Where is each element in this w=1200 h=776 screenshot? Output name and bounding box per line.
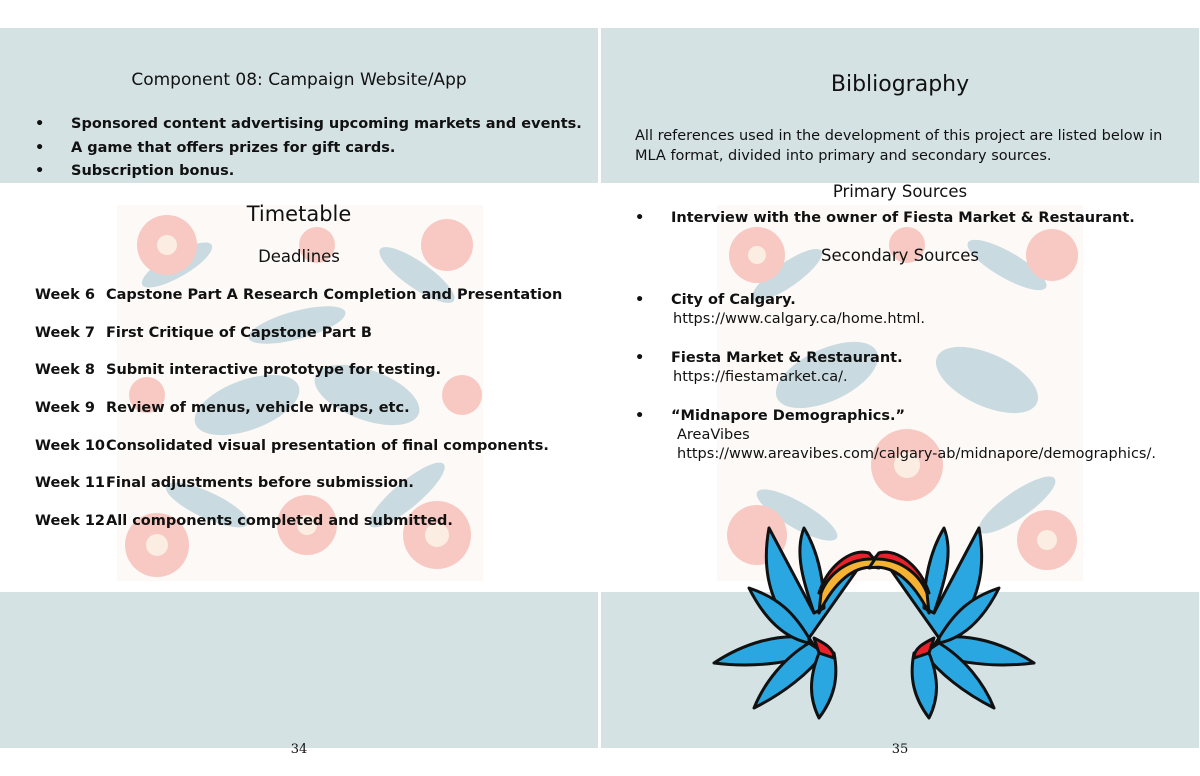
- secondary-sources-title: Secondary Sources: [821, 246, 979, 265]
- bottom-color-band: [0, 592, 598, 748]
- deadline-row: [35, 285, 562, 323]
- week-label: Week 10: [35, 437, 106, 454]
- week-task: First Critique of Capstone Part B: [106, 324, 372, 341]
- source-name: • Fiesta Market & Restaurant.: [671, 350, 903, 366]
- timetable-title: Timetable: [246, 202, 352, 226]
- page-number: 34: [290, 742, 308, 757]
- deadline-row: [35, 323, 562, 361]
- source-url[interactable]: https://www.calgary.ca/home.html.: [673, 311, 925, 327]
- page-34: [0, 28, 598, 757]
- week-task: Consolidated visual presentation of final components.: [106, 437, 549, 454]
- bibliography-intro: All references used in the development of this project are listed below in MLA format, divided into primary and secondary sources.: [635, 128, 1163, 164]
- page-number: 35: [891, 742, 909, 757]
- swallow-birds-illustration: [709, 493, 1039, 718]
- left-bird-icon: [714, 528, 879, 718]
- source-item: [635, 407, 1156, 464]
- week-task: All components completed and submitted.: [106, 513, 453, 530]
- source-item: [635, 349, 1156, 387]
- week-label: Week 9: [35, 400, 95, 417]
- deadline-row: [35, 436, 562, 474]
- source-url[interactable]: https://fiestamarket.ca/.: [673, 369, 848, 385]
- week-task: Capstone Part A Research Completion and Presentation: [106, 287, 563, 303]
- source-name: • “Midnapore Demographics.”: [671, 408, 905, 424]
- source-name: • City of Calgary.: [671, 292, 796, 308]
- deadline-list: [35, 285, 562, 549]
- deadline-row: [35, 511, 562, 549]
- week-task: Final adjustments before submission.: [106, 475, 414, 492]
- bibliography-title: Bibliography: [830, 72, 970, 97]
- primary-sources-title: Primary Sources: [832, 182, 968, 201]
- week-task: Review of menus, vehicle wraps, etc.: [106, 400, 410, 417]
- week-label: Week 7: [35, 324, 95, 341]
- week-label: Week 6: [35, 287, 95, 303]
- list-item: • Subscription bonus.: [35, 160, 582, 184]
- source-url[interactable]: https://www.areavibes.com/calgary-ab/midnapore/demographics/.: [677, 446, 1156, 462]
- list-item: • Sponsored content advertising upcoming markets and events.: [35, 113, 582, 137]
- deadline-row: [35, 473, 562, 511]
- list-item: • Interview with the owner of Fiesta Market & Restaurant.: [635, 207, 1135, 231]
- right-bird-icon: [869, 528, 1034, 718]
- source-publisher: AreaVibes: [677, 427, 750, 443]
- secondary-sources-list: [635, 291, 1156, 484]
- component-list: [35, 113, 582, 184]
- component-title: Component 08: Campaign Website/App: [131, 70, 467, 90]
- page-35: [601, 28, 1199, 757]
- deadline-row: [35, 398, 562, 436]
- source-item: [635, 291, 1156, 329]
- primary-sources-list: [635, 207, 1135, 231]
- deadlines-title: Deadlines: [258, 247, 340, 266]
- week-label: Week 8: [35, 362, 95, 379]
- deadline-row: [35, 360, 562, 398]
- week-label: Week 11: [35, 475, 106, 492]
- list-item: • A game that offers prizes for gift cards.: [35, 137, 582, 161]
- week-label: Week 12: [35, 513, 106, 530]
- week-task: Submit interactive prototype for testing.: [106, 362, 442, 379]
